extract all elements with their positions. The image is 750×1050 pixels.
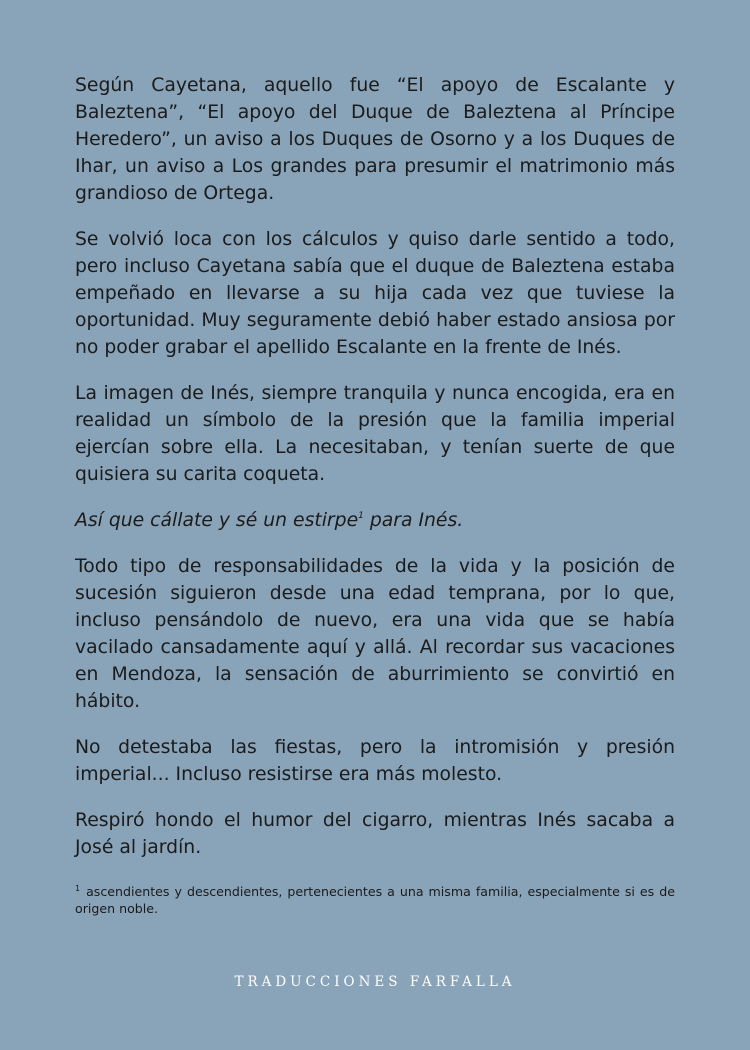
publisher-footer: TRADUCCIONES FARFALLA <box>234 974 516 990</box>
body-paragraph-6: Respiró hondo el humor del cigarro, mientras Inés sacaba a José al jardín. <box>75 810 675 858</box>
body-paragraph-3: La imagen de Inés, siempre tranquila y nunca encogida, era en realidad un símbolo de la presión que la familia imperial ejercían sobre ella. La necesitaban, y tenían suerte de que quisiera su carita coqueta. <box>75 383 675 485</box>
italic-line-before: Así que cállate y sé un estirpe <box>75 510 359 531</box>
footnote-reference: 1 <box>358 510 364 521</box>
body-paragraph-2: Se volvió loca con los cálculos y quiso darle sentido a todo, pero incluso Cayetana sabía que el duque de Baleztena estaba empeñado en llevarse a su hija cada vez que tuviese la oportunidad. Muy seguramente debió haber estado ansiosa por no poder grabar el apellido Escalante en la frente de Inés. <box>75 229 675 358</box>
footnote <box>75 883 675 917</box>
italic-line-after: para Inés. <box>363 510 464 531</box>
body-paragraph-5: No detestaba las fiestas, pero la intromisión y presión imperial... Incluso resistirse era más molesto. <box>75 737 675 785</box>
footnote-text: ascendientes y descendientes, pertenecientes a una misma familia, especialmente si es de origen noble. <box>75 884 675 916</box>
body-paragraph-4: Todo tipo de responsabilidades de la vida y la posición de sucesión siguieron desde una edad temprana, por lo que, incluso pensándolo de nuevo, era una vida que se había vacilado cansadamente aquí y allá. Al recordar sus vacaciones en Mendoza, la sensación de aburrimiento se convirtió en hábito. <box>75 556 675 712</box>
italic-line <box>75 507 675 534</box>
page-content <box>75 72 675 917</box>
body-paragraph-1: Según Cayetana, aquello fue “El apoyo de Escalante y Baleztena”, “El apoyo del Duque de Baleztena al Príncipe Heredero”, un aviso a los Duques de Osorno y a los Duques de Ihar, un aviso a Los grandes para presumir el matrimonio más grandioso de Ortega. <box>75 75 675 204</box>
footnote-number: 1 <box>75 883 81 893</box>
